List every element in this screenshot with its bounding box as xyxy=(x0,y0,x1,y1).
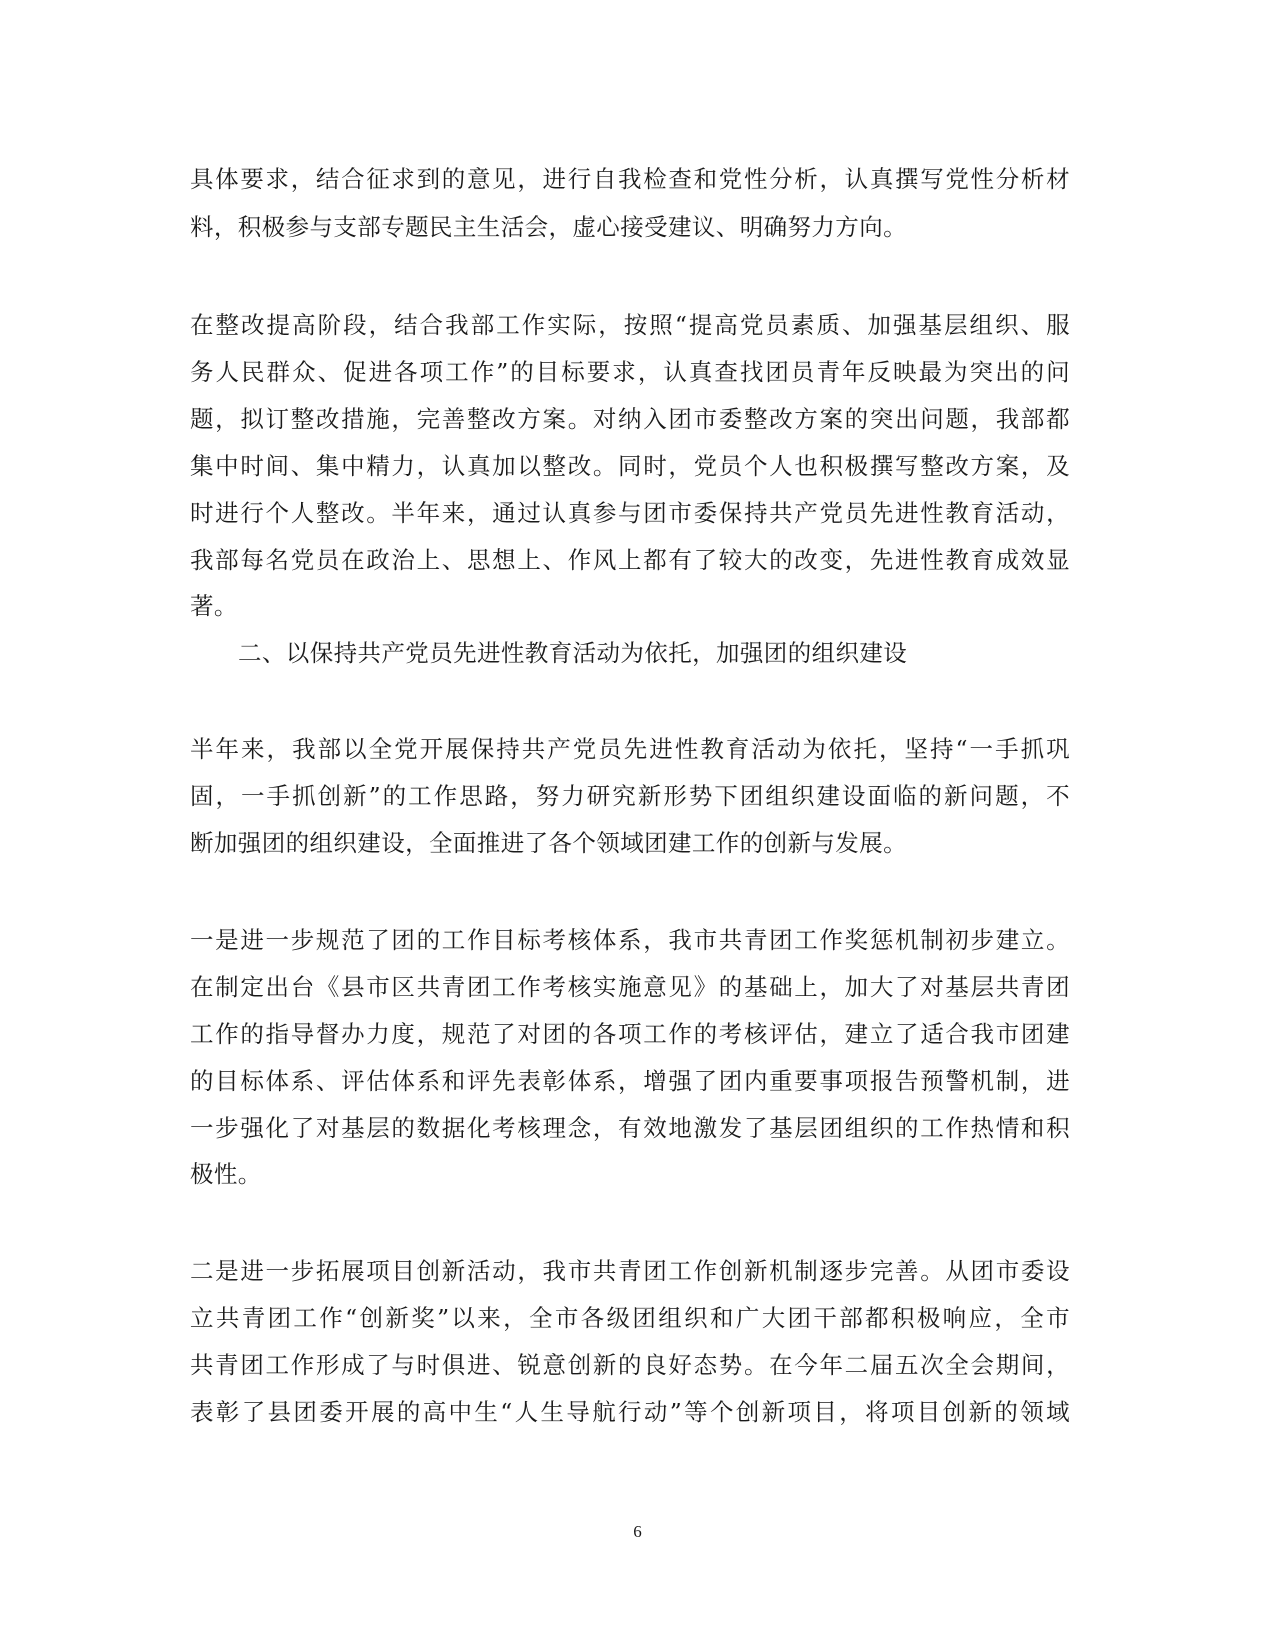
text-line: 一步强化了对基层的数据化考核理念，有效地激发了基层团组织的工作热情和积 xyxy=(190,1114,1070,1142)
text-line: 务人民群众、促进各项工作”的目标要求，认真查找团员青年反映最为突出的问 xyxy=(190,358,1070,386)
text-line: 集中时间、集中精力，认真加以整改。同时，党员个人也积极撰写整改方案，及 xyxy=(190,452,1070,480)
text-line: 立共青团工作“创新奖”以来，全市各级团组织和广大团干部都积极响应，全市 xyxy=(190,1304,1070,1332)
text-line: 具体要求，结合征求到的意见，进行自我检查和党性分析，认真撰写党性分析材 xyxy=(190,165,1070,193)
text-line: 一是进一步规范了团的工作目标考核体系，我市共青团工作奖惩机制初步建立。 xyxy=(190,926,1070,954)
text-line: 在整改提高阶段，结合我部工作实际，按照“提高党员素质、加强基层组织、服 xyxy=(190,311,1070,339)
text-line: 在制定出台《县市区共青团工作考核实施意见》的基础上，加大了对基层共青团 xyxy=(190,973,1070,1001)
text-line: 题，拟订整改措施，完善整改方案。对纳入团市委整改方案的突出问题，我部都 xyxy=(190,405,1070,433)
page-number: 6 xyxy=(633,1522,642,1541)
text-line: 著。 xyxy=(190,592,238,620)
text-line: 固，一手抓创新”的工作思路，努力研究新形势下团组织建设面临的新问题，不 xyxy=(190,782,1070,810)
text-line: 半年来，我部以全党开展保持共产党员先进性教育活动为依托，坚持“一手抓巩 xyxy=(190,735,1070,763)
text-line: 的目标体系、评估体系和评先表彰体系，增强了团内重要事项报告预警机制，进 xyxy=(190,1067,1070,1095)
text-line: 表彰了县团委开展的高中生“人生导航行动”等个创新项目，将项目创新的领域 xyxy=(190,1398,1070,1426)
text-line: 极性。 xyxy=(190,1160,262,1188)
text-line: 工作的指导督办力度，规范了对团的各项工作的考核评估，建立了适合我市团建 xyxy=(190,1020,1070,1048)
text-line: 二是进一步拓展项目创新活动，我市共青团工作创新机制逐步完善。从团市委设 xyxy=(190,1257,1070,1285)
text-line: 料，积极参与支部专题民主生活会，虚心接受建议、明确努力方向。 xyxy=(190,213,907,241)
text-line: 我部每名党员在政治上、思想上、作风上都有了较大的改变，先进性教育成效显 xyxy=(190,546,1070,574)
text-line: 时进行个人整改。半年来，通过认真参与团市委保持共产党员先进性教育活动， xyxy=(190,499,1070,527)
section-heading: 二、以保持共产党员先进性教育活动为依托，加强团的组织建设 xyxy=(238,639,908,667)
text-line: 断加强团的组织建设，全面推进了各个领域团建工作的创新与发展。 xyxy=(190,829,907,857)
text-line: 共青团工作形成了与时俱进、锐意创新的良好态势。在今年二届五次全会期间， xyxy=(190,1351,1070,1379)
